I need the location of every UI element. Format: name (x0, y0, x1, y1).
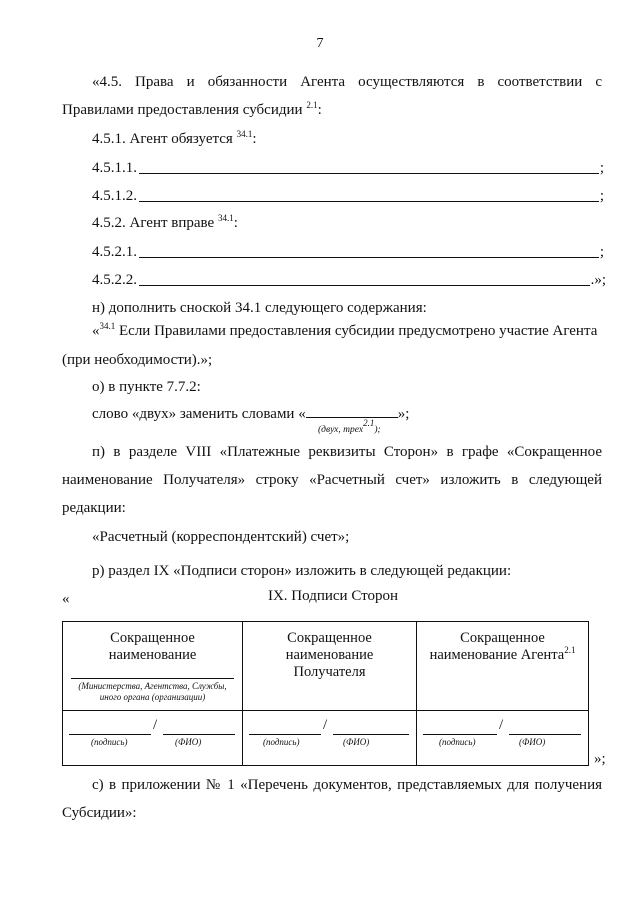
para-o: о) в пункте 7.7.2: (92, 379, 201, 395)
item-4-5-1 (92, 131, 256, 148)
name-line (163, 733, 235, 735)
footnote-number: 34.1 (99, 321, 116, 331)
blank-line (139, 172, 599, 174)
para-4-5-line-2-text: Правилами предоставления субсидии (62, 102, 303, 118)
sig-caption-name: (ФИО) (343, 737, 370, 747)
item-end: .»; (590, 272, 606, 288)
col2-header-line: Получателя (293, 664, 366, 680)
col3-header-text: наименование Агента (429, 647, 565, 663)
table-signature-row (63, 711, 589, 766)
para-s-line-2: Субсидии»: (62, 805, 137, 821)
signature-line (249, 733, 321, 735)
section-open-quote: « (62, 591, 70, 607)
para-o-note (318, 418, 381, 435)
item-4-5-1-end: : (252, 131, 257, 147)
col1-divider (71, 678, 234, 679)
para-p-line-3: редакции: (62, 500, 126, 516)
signature-line (69, 733, 151, 735)
para-o-note-end: ); (374, 425, 381, 435)
signature-line (423, 733, 497, 735)
footnote-line-2: (при необходимости).»; (62, 352, 213, 368)
col1-note-line: иного органа (организации) (99, 692, 206, 702)
para-o-note-ref: 2.1 (363, 418, 375, 428)
table-close-quote: »; (594, 751, 606, 767)
sig-slash: / (499, 717, 504, 733)
item-4-5-2-1 (92, 244, 604, 261)
footnote-text-1: Если Правилами предоставления субсидии предусмотрено участие Агента (119, 323, 598, 339)
item-4-5-1-2 (92, 188, 604, 205)
blank-line (306, 405, 398, 418)
col2-header-cell (243, 622, 417, 711)
item-4-5-2-footnote-ref: 34.1 (217, 213, 234, 223)
col2-header (243, 622, 416, 681)
col2-header-line: Сокращенное (287, 630, 372, 646)
item-4-5-2-2 (92, 272, 606, 289)
col1-note-line: (Министерства, Агентства, Службы, (78, 681, 227, 691)
sig-caption-name: (ФИО) (175, 737, 202, 747)
para-r: р) раздел IX «Подписи сторон» изложить в следующей редакции: (92, 563, 512, 579)
para-4-5-line-2-end: : (317, 102, 322, 118)
item-label: 4.5.1.1. (92, 160, 137, 176)
item-label: 4.5.1.2. (92, 188, 137, 204)
table-header-row (63, 622, 589, 711)
col1-header (63, 622, 242, 664)
sig-caption-signature: (подпись) (263, 737, 300, 747)
item-end: ; (599, 160, 604, 176)
col1-header-cell (63, 622, 243, 711)
signature-cell-3 (417, 711, 589, 766)
section-title: IX. Подписи Сторон (267, 588, 399, 604)
sig-caption-name: (ФИО) (519, 737, 546, 747)
item-label: 4.5.2.1. (92, 244, 137, 260)
para-4-5-line-1: «4.5. Права и обязанности Агента осуществляются в соответствии с (92, 74, 602, 90)
item-4-5-2 (92, 215, 238, 232)
item-end: ; (599, 188, 604, 204)
para-o-replace-start: слово «двух» заменить словами « (92, 406, 306, 422)
signatures-table (62, 621, 589, 766)
name-line (333, 733, 409, 735)
blank-line (139, 256, 599, 258)
para-4-5-footnote-ref: 2.1 (306, 100, 318, 110)
footnote-open-quote: « (92, 323, 100, 339)
signature-cell-2 (243, 711, 417, 766)
col3-header (417, 622, 588, 664)
item-label: 4.5.2.2. (92, 272, 137, 288)
col1-note (63, 681, 242, 703)
col1-header-line: наименование (108, 647, 197, 663)
para-p-line-1: п) в разделе VIII «Платежные реквизиты Сторон» в графе «Сокращенное (92, 444, 602, 460)
name-line (509, 733, 581, 735)
item-4-5-2-text: 4.5.2. Агент вправе (92, 215, 215, 231)
sig-slash: / (323, 717, 328, 733)
para-s-line-1: с) в приложении № 1 «Перечень документов, представляемых для получения (92, 777, 602, 793)
item-4-5-1-text: 4.5.1. Агент обязуется (92, 131, 233, 147)
col3-footnote-ref: 2.1 (564, 645, 576, 655)
page-number: 7 (316, 36, 324, 51)
col2-header-line: наименование (285, 647, 374, 663)
col1-header-line: Сокращенное (110, 630, 195, 646)
sig-caption-signature: (подпись) (439, 737, 476, 747)
col3-header-line (417, 647, 588, 664)
blank-line (139, 284, 590, 286)
blank-line (139, 200, 599, 202)
signature-cell-1 (63, 711, 243, 766)
para-p-quote: «Расчетный (корреспондентский) счет»; (92, 529, 350, 545)
para-o-replace-end: »; (397, 406, 410, 422)
col3-header-cell (417, 622, 589, 711)
col3-header-line: Сокращенное (460, 630, 545, 646)
para-4-5-line-2 (62, 102, 322, 119)
item-end: ; (599, 244, 604, 260)
sig-slash: / (153, 717, 158, 733)
sig-caption-signature: (подпись) (91, 737, 128, 747)
item-4-5-1-footnote-ref: 34.1 (236, 129, 253, 139)
item-4-5-1-1 (92, 160, 604, 177)
para-o-note-text: (двух, трех (318, 425, 364, 435)
para-n: н) дополнить сноской 34.1 следующего содержания: (92, 300, 427, 316)
para-p-line-2: наименование Получателя» строку «Расчетный счет» изложить в следующей (62, 472, 602, 488)
footnote-line-1 (92, 323, 597, 340)
para-o-replace (92, 405, 409, 423)
item-4-5-2-end: : (233, 215, 238, 231)
